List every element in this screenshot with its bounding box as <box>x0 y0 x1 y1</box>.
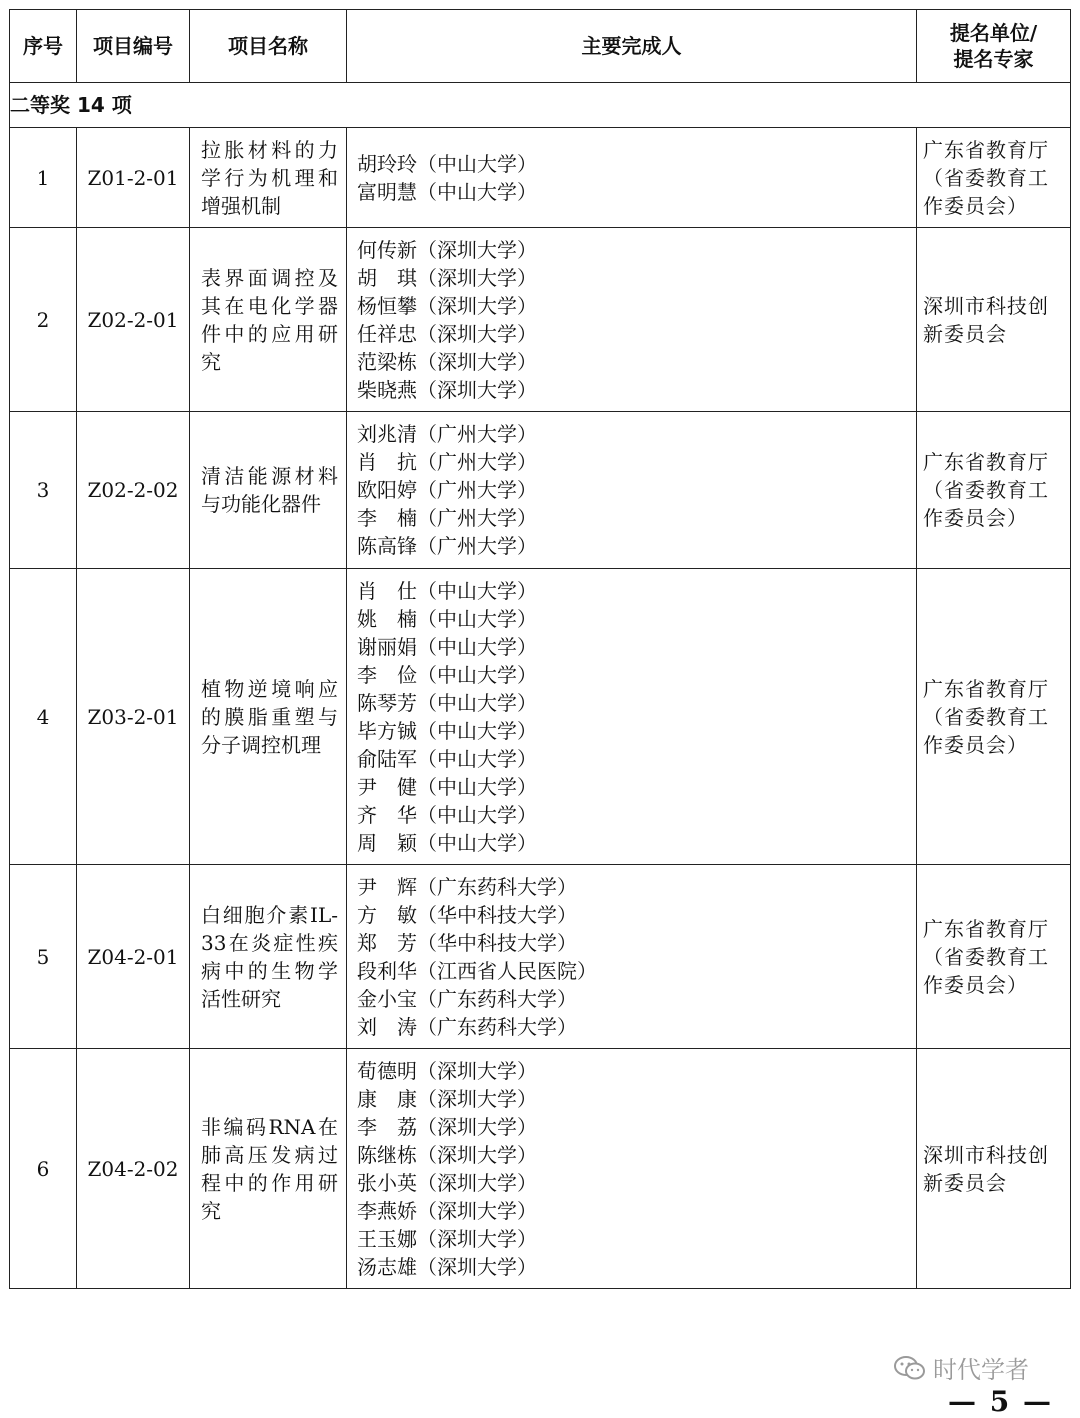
contributor: 毕方铖（中山大学） <box>357 718 537 743</box>
page-number: — 5 — <box>948 1385 1053 1418</box>
project-name: 清洁能源材料与功能化器件 <box>190 412 347 569</box>
row-number: 5 <box>10 865 77 1049</box>
contributor: 张小英（深圳大学） <box>357 1170 537 1195</box>
contributor: 周 颖（中山大学） <box>357 830 537 855</box>
table-row <box>10 1049 1071 1289</box>
project-code: Z02-2-01 <box>77 228 190 412</box>
contributor: 陈高锋（广州大学） <box>357 534 537 558</box>
contributor: 肖 仕（中山大学） <box>357 578 537 603</box>
header-nominator-line1: 提名单位/ <box>949 21 1038 45</box>
contributor: 王玉娜（深圳大学） <box>357 1226 537 1251</box>
watermark-text: 时代学者 <box>933 1356 1029 1384</box>
table-row <box>10 569 1071 865</box>
nominator: 深圳市科技创新委员会 <box>917 228 1071 412</box>
main-contributors <box>347 865 917 1049</box>
nominator: 广东省教育厅（省委教育工作委员会） <box>917 412 1071 569</box>
contributor: 胡 琪（深圳大学） <box>357 265 537 290</box>
header-nominator-line2: 提名专家 <box>953 47 1034 71</box>
contributor: 富明慧（中山大学） <box>357 179 537 204</box>
project-name: 非编码RNA在肺高压发病过程中的作用研究 <box>190 1049 347 1289</box>
row-number: 6 <box>10 1049 77 1289</box>
table-row <box>10 865 1071 1049</box>
contributor: 李 俭（中山大学） <box>357 662 537 687</box>
contributor: 李燕娇（深圳大学） <box>357 1198 537 1223</box>
project-name: 白细胞介素IL-33在炎症性疾病中的生物学活性研究 <box>190 865 347 1049</box>
contributor: 荀德明（深圳大学） <box>357 1058 537 1083</box>
nominator: 广东省教育厅（省委教育工作委员会） <box>917 128 1071 228</box>
contributor: 欧阳婷（广州大学） <box>357 478 537 502</box>
contributor: 任祥忠（深圳大学） <box>357 321 537 346</box>
contributor: 姚 楠（中山大学） <box>357 606 537 631</box>
header-row <box>10 10 1071 83</box>
section-title: 二等奖 14 项 <box>10 83 1071 128</box>
contributor: 尹 健（中山大学） <box>357 774 537 799</box>
project-code: Z02-2-02 <box>77 412 190 569</box>
awards-table <box>9 9 1071 1289</box>
header-people: 主要完成人 <box>347 10 917 83</box>
table-row <box>10 228 1071 412</box>
project-code: Z03-2-01 <box>77 569 190 865</box>
main-contributors <box>347 412 917 569</box>
contributor: 柴晓燕（深圳大学） <box>357 377 537 402</box>
nominator: 广东省教育厅（省委教育工作委员会） <box>917 569 1071 865</box>
contributor: 俞陆军（中山大学） <box>357 746 537 771</box>
contributor: 杨恒攀（深圳大学） <box>357 293 537 318</box>
row-number: 1 <box>10 128 77 228</box>
row-number: 2 <box>10 228 77 412</box>
contributor: 李 荔（深圳大学） <box>357 1114 537 1139</box>
contributor: 何传新（深圳大学） <box>357 237 537 262</box>
wechat-icon <box>893 1355 927 1381</box>
nominator: 深圳市科技创新委员会 <box>917 1049 1071 1289</box>
watermark <box>893 1350 1029 1385</box>
main-contributors <box>347 1049 917 1289</box>
contributor: 金小宝（广东药科大学） <box>357 986 577 1011</box>
contributor: 胡玲玲（中山大学） <box>357 151 537 176</box>
contributor: 汤志雄（深圳大学） <box>357 1254 537 1279</box>
project-name: 拉胀材料的力学行为机理和增强机制 <box>190 128 347 228</box>
table-row <box>10 412 1071 569</box>
contributor: 郑 芳（华中科技大学） <box>357 930 577 955</box>
contributor: 肖 抗（广州大学） <box>357 450 537 474</box>
project-code: Z04-2-02 <box>77 1049 190 1289</box>
contributor: 康 康（深圳大学） <box>357 1086 537 1111</box>
contributor: 范梁栋（深圳大学） <box>357 349 537 374</box>
project-name: 表界面调控及其在电化学器件中的应用研究 <box>190 228 347 412</box>
header-num: 序号 <box>10 10 77 83</box>
header-name: 项目名称 <box>190 10 347 83</box>
row-number: 3 <box>10 412 77 569</box>
contributor: 段利华（江西省人民医院） <box>357 958 597 983</box>
contributor: 陈琴芳（中山大学） <box>357 690 537 715</box>
contributor: 尹 辉（广东药科大学） <box>357 874 577 899</box>
project-code: Z01-2-01 <box>77 128 190 228</box>
section-row <box>10 83 1071 128</box>
main-contributors <box>347 128 917 228</box>
project-name: 植物逆境响应的膜脂重塑与分子调控机理 <box>190 569 347 865</box>
main-contributors <box>347 228 917 412</box>
contributor: 陈继栋（深圳大学） <box>357 1142 537 1167</box>
contributor: 方 敏（华中科技大学） <box>357 902 577 927</box>
table-row <box>10 128 1071 228</box>
contributor: 刘兆清（广州大学） <box>357 422 537 446</box>
contributor: 齐 华（中山大学） <box>357 802 537 827</box>
contributor: 刘 涛（广东药科大学） <box>357 1014 577 1039</box>
nominator: 广东省教育厅（省委教育工作委员会） <box>917 865 1071 1049</box>
contributor: 谢丽娟（中山大学） <box>357 634 537 659</box>
main-contributors <box>347 569 917 865</box>
header-nominator <box>917 10 1071 83</box>
row-number: 4 <box>10 569 77 865</box>
project-code: Z04-2-01 <box>77 865 190 1049</box>
header-code: 项目编号 <box>77 10 190 83</box>
contributor: 李 楠（广州大学） <box>357 506 537 530</box>
